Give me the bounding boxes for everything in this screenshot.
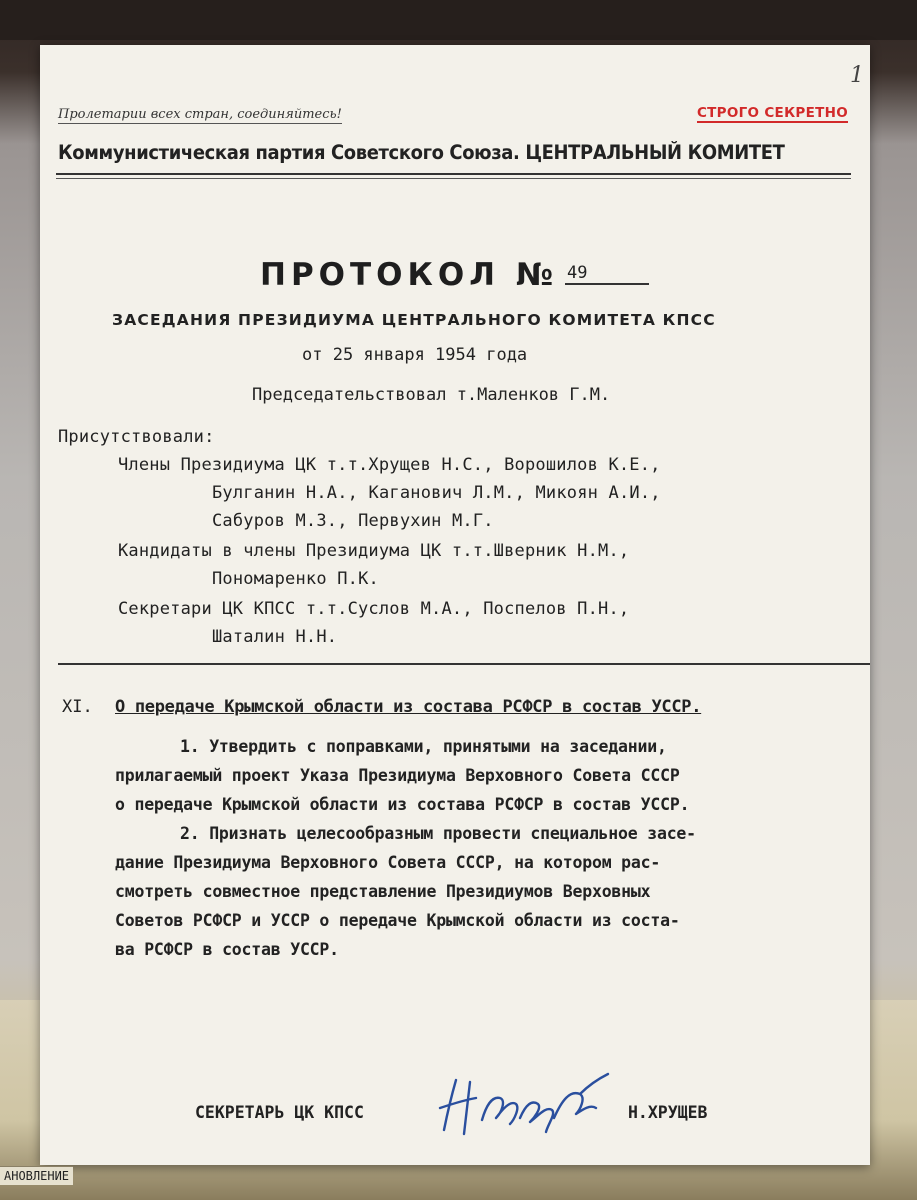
party-header: Коммунистическая партия Советского Союза. ЦЕНТРАЛЬНЫЙ КОМИТЕТ [58,141,785,164]
resolution-line: ва РСФСР в состав УССР. [115,940,339,959]
present-line: Шаталин Н.Н. [212,627,338,647]
header-rule-thin [56,178,851,179]
present-line: Пономаренко П.К. [212,569,379,589]
present-label: Присутствовали: [58,427,215,447]
resolution-line: 2. Признать целесообразным провести специальное засе- [180,824,696,843]
present-line: Кандидаты в члены Президиума ЦК т.т.Шверник Н.М., [118,541,630,561]
present-line: Члены Президиума ЦК т.т.Хрущев Н.С., Ворошилов К.Е., [118,455,661,475]
meeting-date: от 25 января 1954 года [302,345,528,365]
resolution-line: 1. Утвердить с поправками, принятыми на заседании, [180,737,667,756]
present-line: Булганин Н.А., Каганович Л.М., Микоян А.И., [212,483,661,503]
agenda-item-number: XI. [62,697,93,717]
header-rule [56,173,851,175]
classification-stamp: СТРОГО СЕКРЕТНО [696,105,848,121]
page-number: 1 [850,63,864,88]
chairman-line: Председательствовал т.Маленков Г.М. [252,385,611,405]
signature-role: СЕКРЕТАРЬ ЦК КПСС [195,1103,364,1122]
display-case-edge [0,0,917,40]
protocol-number: 49 [565,263,649,285]
museum-label-fragment: АНОВЛЕНИЕ [0,1166,73,1185]
resolution-line: смотреть совместное представление Президиумов Верховных [115,882,651,901]
document-title: ПРОТОКОЛ № [260,257,559,293]
resolution-line: Советов РСФСР и УССР о передаче Крымской области из соста- [115,911,680,930]
resolution-line: дание Президиума Верховного Совета СССР, на котором рас- [115,853,661,872]
signature-name: Н.ХРУЩЕВ [628,1103,708,1122]
motto: Пролетарии всех стран, соединяйтесь! [58,107,342,122]
section-rule [58,663,870,665]
agenda-item-title: О передаче Крымской области из состава РСФСР в состав УССР. [115,697,702,717]
resolution-line: прилагаемый проект Указа Президиума Верховного Совета СССР [115,766,680,785]
document-sheet [40,45,870,1165]
document-subtitle: ЗАСЕДАНИЯ ПРЕЗИДИУМА ЦЕНТРАЛЬНОГО КОМИТЕТА КПСС [112,311,716,329]
present-line: Секретари ЦК КПСС т.т.Суслов М.А., Поспелов П.Н., [118,599,630,619]
handwritten-signature [430,1060,620,1154]
present-line: Сабуров М.З., Первухин М.Г. [212,511,494,531]
resolution-line: о передаче Крымской области из состава РСФСР в состав УССР. [115,795,690,814]
